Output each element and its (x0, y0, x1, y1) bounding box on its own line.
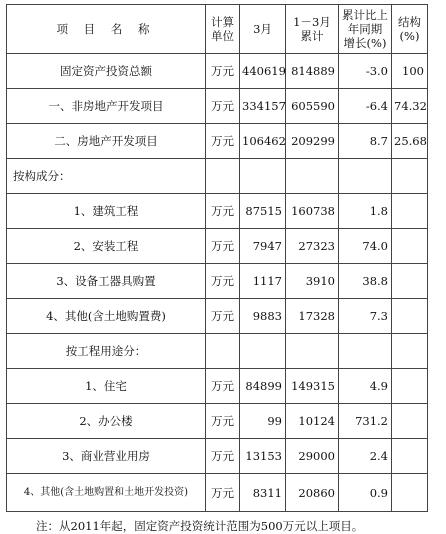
header-item (7, 5, 206, 54)
row-cumulative: 17328 (286, 299, 339, 334)
table-row (7, 369, 428, 404)
row-unit: 万元 (206, 229, 240, 264)
row-month: 87515 (240, 194, 286, 229)
row-cumulative (286, 334, 339, 369)
row-unit: 万元 (206, 369, 240, 404)
row-cumulative: 29000 (286, 439, 339, 474)
row-unit: 万元 (206, 89, 240, 124)
table-row (7, 404, 428, 439)
header-unit (206, 5, 240, 54)
header-growth-l3: 增长(%) (343, 36, 387, 50)
row-growth: 731.2 (339, 404, 392, 439)
section-row-composition (7, 159, 428, 194)
row-structure: 25.68 (392, 124, 428, 159)
row-growth: -3.0 (339, 54, 392, 89)
header-growth-l2: 年同期 (347, 22, 383, 36)
row-name: 固定资产投资总额 (7, 54, 206, 89)
row-cumulative: 209299 (286, 124, 339, 159)
row-structure (392, 369, 428, 404)
row-structure (392, 474, 428, 512)
row-name: 3、商业营业用房 (7, 439, 206, 474)
header-cum-l2: 累计 (300, 29, 324, 43)
row-growth (339, 159, 392, 194)
header-unit-l2: 单位 (211, 29, 234, 43)
table-row (7, 474, 428, 512)
header-unit-l1: 计算 (211, 15, 234, 29)
row-growth: 0.9 (339, 474, 392, 512)
table-row (7, 264, 428, 299)
row-unit: 万元 (206, 54, 240, 89)
row-structure (392, 229, 428, 264)
header-struct-l1: 结构 (398, 15, 421, 29)
row-cumulative: 814889 (286, 54, 339, 89)
header-cumulative (286, 5, 339, 54)
row-cumulative (286, 159, 339, 194)
row-structure: 100 (392, 54, 428, 89)
row-name: 二、房地产开发项目 (7, 124, 206, 159)
row-name: 4、其他(含土地购置费) (7, 299, 206, 334)
row-unit: 万元 (206, 194, 240, 229)
row-growth: -6.4 (339, 89, 392, 124)
row-month: 334157 (240, 89, 286, 124)
row-structure (392, 334, 428, 369)
section-label: 按工程用途分： (7, 334, 206, 369)
row-cumulative: 605590 (286, 89, 339, 124)
header-item-text: 项 目 名 称 (56, 22, 156, 36)
row-unit (206, 334, 240, 369)
section-label: 按构成分： (7, 159, 206, 194)
table-row (7, 299, 428, 334)
row-month: 440619 (240, 54, 286, 89)
row-growth: 7.3 (339, 299, 392, 334)
header-row (7, 5, 428, 54)
row-month (240, 334, 286, 369)
row-month: 84899 (240, 369, 286, 404)
row-unit: 万元 (206, 474, 240, 512)
row-growth: 74.0 (339, 229, 392, 264)
row-name: 2、安装工程 (7, 229, 206, 264)
row-cumulative: 3910 (286, 264, 339, 299)
row-month: 99 (240, 404, 286, 439)
row-month: 1117 (240, 264, 286, 299)
row-unit: 万元 (206, 439, 240, 474)
row-name: 4、其他(含土地购置和土地开发投资) (7, 474, 206, 512)
header-month: 3月 (240, 5, 286, 54)
table-row (7, 229, 428, 264)
row-month: 7947 (240, 229, 286, 264)
row-cumulative: 27323 (286, 229, 339, 264)
row-unit: 万元 (206, 299, 240, 334)
row-structure (392, 439, 428, 474)
table-row (7, 89, 428, 124)
investment-table (6, 4, 428, 512)
row-growth (339, 334, 392, 369)
row-unit: 万元 (206, 264, 240, 299)
row-cumulative: 149315 (286, 369, 339, 404)
row-month: 13153 (240, 439, 286, 474)
row-month (240, 159, 286, 194)
row-name: 1、住宅 (7, 369, 206, 404)
table-row (7, 439, 428, 474)
row-structure (392, 194, 428, 229)
row-structure (392, 264, 428, 299)
row-unit (206, 159, 240, 194)
table-row (7, 194, 428, 229)
header-growth-l1: 累计比上 (342, 8, 388, 22)
row-month: 106462 (240, 124, 286, 159)
row-name: 3、设备工器具购置 (7, 264, 206, 299)
row-month: 9883 (240, 299, 286, 334)
header-cum-l1: 1－3月 (293, 15, 331, 29)
row-unit: 万元 (206, 404, 240, 439)
row-growth: 8.7 (339, 124, 392, 159)
row-structure (392, 159, 428, 194)
row-month: 8311 (240, 474, 286, 512)
table-row (7, 124, 428, 159)
row-unit: 万元 (206, 124, 240, 159)
row-cumulative: 20860 (286, 474, 339, 512)
header-growth (339, 5, 392, 54)
table-row (7, 54, 428, 89)
header-struct-l2: (%) (399, 29, 420, 43)
row-structure: 74.32 (392, 89, 428, 124)
header-structure (392, 5, 428, 54)
row-structure (392, 404, 428, 439)
row-growth: 38.8 (339, 264, 392, 299)
row-growth: 1.8 (339, 194, 392, 229)
row-cumulative: 160738 (286, 194, 339, 229)
row-name: 2、办公楼 (7, 404, 206, 439)
section-row-usage (7, 334, 428, 369)
row-cumulative: 10124 (286, 404, 339, 439)
row-growth: 2.4 (339, 439, 392, 474)
row-growth: 4.9 (339, 369, 392, 404)
row-structure (392, 299, 428, 334)
row-name: 一、非房地产开发项目 (7, 89, 206, 124)
footnote: 注：从2011年起，固定资产投资统计范围为500万元以上项目。 (36, 519, 364, 533)
row-name: 1、建筑工程 (7, 194, 206, 229)
